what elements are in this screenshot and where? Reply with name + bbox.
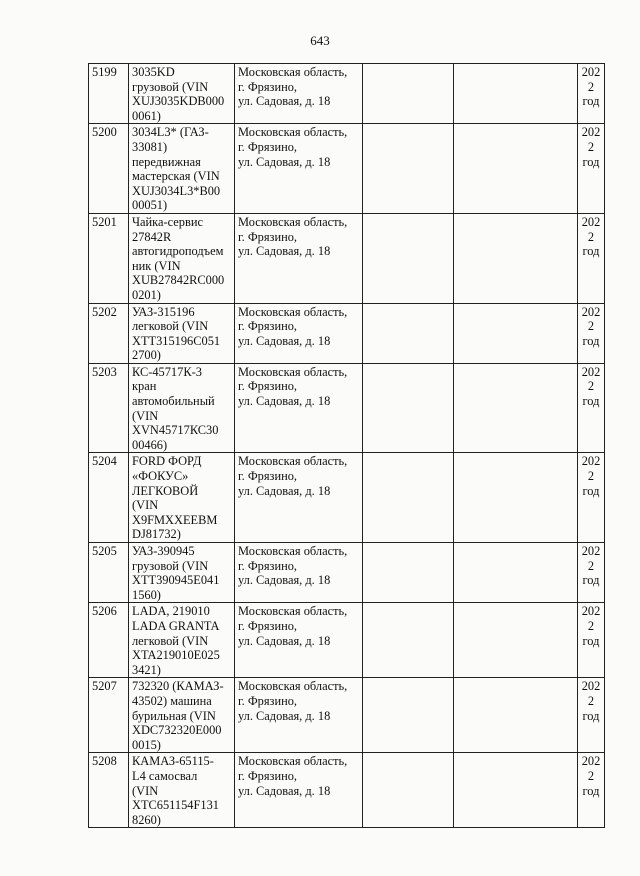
row-number: 5208	[89, 753, 129, 828]
address-line: г. Фрязино,	[238, 229, 298, 244]
year-unit: год	[582, 573, 600, 588]
address-line: Московская область,	[238, 125, 348, 140]
row-number: 5201	[89, 213, 129, 303]
empty-cell-col5	[454, 303, 578, 363]
table-row	[89, 213, 605, 303]
table-row	[89, 64, 605, 124]
year-unit: год	[582, 633, 600, 648]
year-unit: год	[582, 483, 600, 498]
year-unit: год	[582, 333, 600, 348]
address-line: Московская область,	[238, 214, 348, 229]
vehicle-name-cell	[129, 603, 235, 678]
vehicle-name: УАЗ-315196 легковой (VIN XTT315196C051 2700)	[132, 304, 221, 363]
year-value: 2022	[581, 679, 601, 708]
row-number: 5199	[89, 64, 129, 124]
empty-cell-col5	[454, 678, 578, 753]
empty-cell-col5	[454, 124, 578, 214]
row-number: 5205	[89, 543, 129, 603]
vehicle-name-cell	[129, 453, 235, 543]
address-line: ул. Садовая, д. 18	[238, 154, 331, 169]
vehicle-name: 3035KD грузовой (VIN XUJ3035KDB000 0061)	[132, 65, 225, 123]
row-number: 5200	[89, 124, 129, 214]
empty-cell-col5	[454, 453, 578, 543]
address-line: ул. Садовая, д. 18	[238, 94, 331, 109]
address-line: г. Фрязино,	[238, 139, 298, 154]
vehicle-name: FORD ФОРД «ФОКУС» ЛЕГКОВОЙ (VIN X9FMXXEEBM DJ81732)	[132, 454, 218, 542]
vehicle-name: Чайка-сервис 27842R автогидроподъем ник (VIN XUB27842RC000 0201)	[132, 214, 225, 302]
empty-cell-col5	[454, 753, 578, 828]
year-unit: год	[582, 394, 600, 409]
year-value: 2022	[581, 364, 601, 394]
row-number: 5207	[89, 678, 129, 753]
empty-cell-col5	[454, 64, 578, 124]
empty-cell-col5	[454, 213, 578, 303]
year-value: 2022	[581, 214, 601, 244]
vehicle-name-cell	[129, 753, 235, 828]
year-cell	[578, 753, 605, 828]
year-cell	[578, 603, 605, 678]
address-line: Московская область,	[238, 679, 348, 694]
address-line: Московская область,	[238, 454, 348, 469]
empty-cell-col5	[454, 363, 578, 453]
year-cell	[578, 303, 605, 363]
year-unit: год	[582, 94, 600, 109]
empty-cell-col4	[363, 678, 454, 753]
vehicle-name: КАМАЗ-65115- L4 самосвал (VIN XTC651154F131 8260)	[132, 754, 219, 827]
address-cell	[235, 543, 363, 603]
year-cell	[578, 363, 605, 453]
empty-cell-col4	[363, 453, 454, 543]
address-cell	[235, 453, 363, 543]
vehicle-name: 732320 (КАМАЗ- 43502) машина бурильная (VIN XDC732320E000 0015)	[132, 679, 224, 752]
table-row	[89, 678, 605, 753]
year-cell	[578, 124, 605, 214]
address-line: ул. Садовая, д. 18	[238, 244, 331, 259]
empty-cell-col4	[363, 303, 454, 363]
address-cell	[235, 603, 363, 678]
year-unit: год	[582, 708, 600, 723]
table-row	[89, 603, 605, 678]
vehicle-name-cell	[129, 124, 235, 214]
table-row	[89, 543, 605, 603]
vehicle-registry-table	[88, 63, 605, 828]
address-line: ул. Садовая, д. 18	[238, 333, 331, 348]
vehicle-name: УАЗ-390945 грузовой (VIN XTT390945E041 1560)	[132, 544, 220, 602]
empty-cell-col4	[363, 603, 454, 678]
table-row	[89, 453, 605, 543]
vehicle-name: LADA, 219010 LADA GRANTA легковой (VIN XTA219010E025 3421)	[132, 604, 220, 677]
row-number: 5203	[89, 363, 129, 453]
vehicle-name-cell	[129, 363, 235, 453]
address-line: ул. Садовая, д. 18	[238, 783, 331, 798]
address-line: г. Фрязино,	[238, 558, 298, 573]
address-line: г. Фрязино,	[238, 319, 298, 334]
year-value: 2022	[581, 304, 601, 334]
year-value: 2022	[581, 454, 601, 484]
empty-cell-col5	[454, 543, 578, 603]
registry-body	[89, 64, 605, 828]
address-line: ул. Садовая, д. 18	[238, 573, 331, 588]
address-line: ул. Садовая, д. 18	[238, 483, 331, 498]
row-number: 5202	[89, 303, 129, 363]
address-line: Московская область,	[238, 304, 348, 319]
empty-cell-col4	[363, 213, 454, 303]
vehicle-name: КС-45717К-3 кран автомобильный (VIN XVN45717КС30 00466)	[132, 364, 219, 452]
address-cell	[235, 213, 363, 303]
vehicle-name-cell	[129, 543, 235, 603]
table-row	[89, 363, 605, 453]
address-line: Московская область,	[238, 544, 348, 558]
address-line: Московская область,	[238, 65, 348, 79]
vehicle-name-cell	[129, 64, 235, 124]
year-unit: год	[582, 154, 600, 169]
table-row	[89, 124, 605, 214]
year-unit: год	[582, 783, 600, 798]
year-value: 2022	[581, 604, 601, 633]
address-line: г. Фрязино,	[238, 469, 298, 484]
empty-cell-col4	[363, 753, 454, 828]
year-value: 2022	[581, 65, 601, 94]
address-line: Московская область,	[238, 604, 348, 619]
address-cell	[235, 64, 363, 124]
address-cell	[235, 124, 363, 214]
year-cell	[578, 64, 605, 124]
year-value: 2022	[581, 544, 601, 573]
year-cell	[578, 543, 605, 603]
address-line: г. Фрязино,	[238, 379, 298, 394]
year-cell	[578, 678, 605, 753]
empty-cell-col4	[363, 363, 454, 453]
year-value: 2022	[581, 125, 601, 154]
address-cell	[235, 363, 363, 453]
address-cell	[235, 678, 363, 753]
vehicle-name-cell	[129, 213, 235, 303]
row-number: 5206	[89, 603, 129, 678]
year-cell	[578, 213, 605, 303]
vehicle-name-cell	[129, 678, 235, 753]
address-line: Московская область,	[238, 754, 348, 769]
table-row	[89, 303, 605, 363]
address-line: ул. Садовая, д. 18	[238, 633, 331, 648]
year-unit: год	[582, 244, 600, 259]
year-cell	[578, 453, 605, 543]
address-line: ул. Садовая, д. 18	[238, 708, 331, 723]
vehicle-name: 3034L3* (ГАЗ- 33081) передвижная мастерская (VIN XUJ3034L3*B00 00051)	[132, 125, 221, 213]
address-line: ул. Садовая, д. 18	[238, 394, 331, 409]
page-number: 643	[310, 33, 330, 48]
address-line: Московская область,	[238, 364, 348, 379]
address-cell	[235, 303, 363, 363]
empty-cell-col4	[363, 124, 454, 214]
table-row	[89, 753, 605, 828]
year-value: 2022	[581, 754, 601, 783]
empty-cell-col4	[363, 64, 454, 124]
empty-cell-col4	[363, 543, 454, 603]
address-line: г. Фрязино,	[238, 768, 298, 783]
address-line: г. Фрязино,	[238, 79, 298, 94]
vehicle-name-cell	[129, 303, 235, 363]
address-line: г. Фрязино,	[238, 618, 298, 633]
address-cell	[235, 753, 363, 828]
address-line: г. Фрязино,	[238, 693, 298, 708]
empty-cell-col5	[454, 603, 578, 678]
row-number: 5204	[89, 453, 129, 543]
